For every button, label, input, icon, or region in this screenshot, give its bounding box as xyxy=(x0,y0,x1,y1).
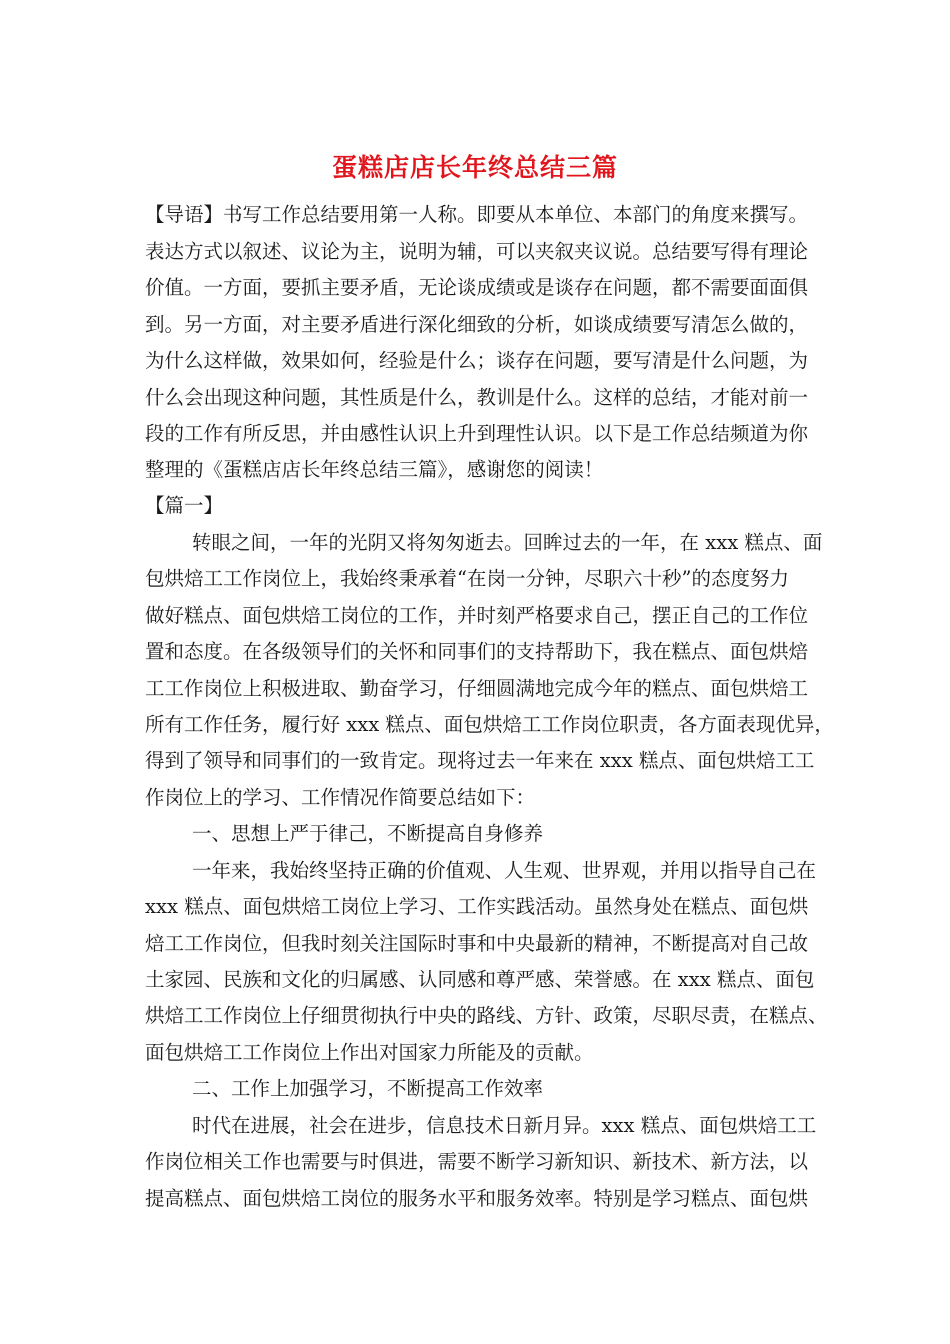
document-title: 蛋糕店店长年终总结三篇 xyxy=(331,153,618,182)
intro-line-2: 表达方式以叙述、议论为主，说明为辅，可以夹叙夹议说。总结要写得有理论 xyxy=(145,240,809,263)
intro-line-8: 整理的《蛋糕店店长年终总结三篇》，感谢您的阅读！ xyxy=(145,458,604,481)
body-line-16: 作岗位相关工作也需要与时俱进，需要不断学习新知识、新技术、新方法，以 xyxy=(145,1150,809,1173)
intro-line-4: 到。另一方面，对主要矛盾进行深化细致的分析，如谈成绩要写清怎么做的， xyxy=(145,313,809,336)
body-line-5: 工工作岗位上积极进取、勤奋学习，仔细圆满地完成今年的糕点、面包烘焙工 xyxy=(145,677,809,700)
body-line-1: 转眼之间，一年的光阴又将匆匆逝去。回眸过去的一年，在 xxx 糕点、面 xyxy=(192,531,823,554)
body-line-9: 一年来，我始终坚持正确的价值观、人生观、世界观，并用以指导自己在 xyxy=(192,859,817,882)
intro-line-6: 什么会出现这种问题，其性质是什么，教训是什么。这样的总结，才能对前一 xyxy=(145,386,809,409)
intro-line-7: 段的工作有所反思，并由感性认识上升到理性认识。以下是工作总结频道为你 xyxy=(145,422,809,445)
subheading-2: 二、工作上加强学习，不断提高工作效率 xyxy=(192,1077,544,1100)
subheading-1: 一、思想上严于律己，不断提高自身修养 xyxy=(192,822,544,845)
body-line-2: 包烘焙工工作岗位上，我始终秉承着“在岗一分钟，尽职六十秒”的态度努力 xyxy=(145,567,789,590)
intro-line-3: 价值。一方面，要抓主要矛盾，无论谈成绩或是谈存在问题，都不需要面面俱 xyxy=(145,276,809,299)
body-line-11: 焙工工作岗位，但我时刻关注国际时事和中央最新的精神，不断提高对自己故 xyxy=(145,932,809,955)
body-line-4: 置和态度。在各级领导们的关怀和同事们的支持帮助下，我在糕点、面包烘焙 xyxy=(145,640,809,663)
body-line-17: 提高糕点、面包烘焙工岗位的服务水平和服务效率。特别是学习糕点、面包烘 xyxy=(145,1187,809,1210)
intro-line-5: 为什么这样做，效果如何，经验是什么；谈存在问题，要写清是什么问题，为 xyxy=(145,349,809,372)
body-line-6: 所有工作任务，履行好 xxx 糕点、面包烘焙工工作岗位职责，各方面表现优异， xyxy=(145,713,834,736)
body-line-12: 土家园、民族和文化的归属感、认同感和尊严感、荣誉感。在 xxx 糕点、面包 xyxy=(145,968,815,991)
body-line-14: 面包烘焙工工作岗位上作出对国家力所能及的贡献。 xyxy=(145,1041,594,1064)
body-line-8: 作岗位上的学习、工作情况作简要总结如下： xyxy=(145,786,536,809)
body-line-13: 烘焙工工作岗位上仔细贯彻执行中央的路线、方针、政策，尽职尽责，在糕点、 xyxy=(145,1004,828,1027)
intro-line-1: 【导语】书写工作总结要用第一人称。即要从本单位、本部门的角度来撰写。 xyxy=(145,203,809,226)
body-line-7: 得到了领导和同事们的一致肯定。现将过去一年来在 xxx 糕点、面包烘焙工工 xyxy=(145,749,815,772)
section-heading: 【篇一】 xyxy=(145,494,224,517)
body-line-15: 时代在进展，社会在进步，信息技术日新月异。xxx 糕点、面包烘焙工工 xyxy=(192,1114,817,1137)
body-line-3: 做好糕点、面包烘焙工岗位的工作，并时刻严格要求自己，摆正自己的工作位 xyxy=(145,604,809,627)
body-line-10: xxx 糕点、面包烘焙工岗位上学习、工作实践活动。虽然身处在糕点、面包烘 xyxy=(145,895,809,918)
